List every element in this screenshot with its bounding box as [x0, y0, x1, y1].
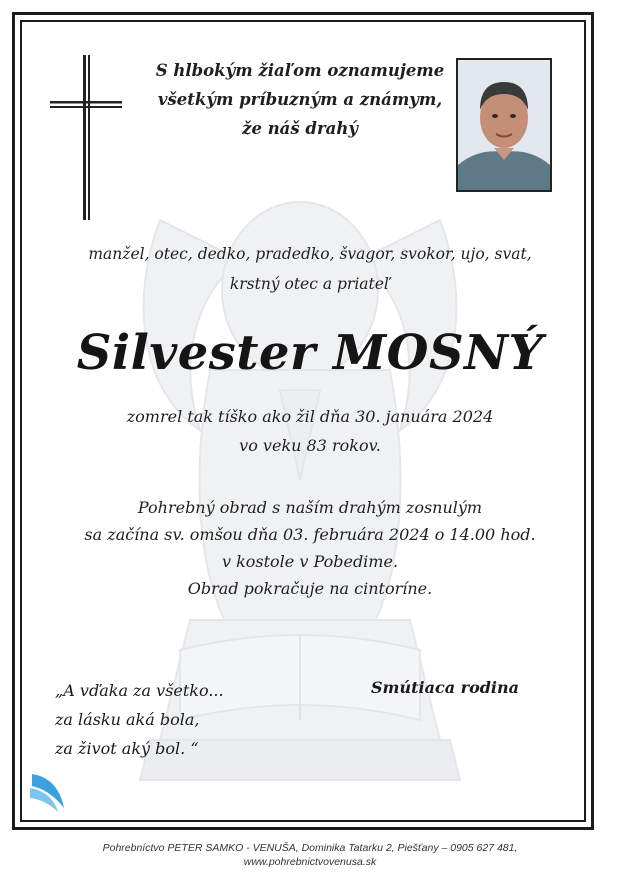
- intro-text: [110, 56, 490, 143]
- relations-line: krstný otec a priateľ: [229, 275, 391, 293]
- mourning-family-signature: Smútiaca rodina: [371, 678, 519, 697]
- funeral-info: [0, 494, 620, 602]
- deceased-name: Silvester MOSNÝ: [76, 325, 544, 381]
- intro-line: že náš drahý: [242, 119, 358, 138]
- venusa-logo-icon: [28, 768, 68, 814]
- quote-line: za život aký bol. “: [55, 739, 199, 758]
- funeral-line: Pohrebný obrad s naším drahým zosnulým: [137, 498, 483, 517]
- death-line: vo veku 83 rokov.: [239, 436, 381, 455]
- quote-line: „A vďaka za všetko...: [55, 681, 224, 700]
- relations-line: manžel, otec, dedko, pradedko, švagor, svokor, ujo, svat,: [88, 245, 532, 263]
- footer-website: www.pohrebnictvovenusa.sk: [243, 856, 377, 868]
- quote-line: za lásku aká bola,: [55, 710, 200, 729]
- death-line: zomrel tak tíško ako žil dňa 30. januára 2024: [126, 407, 494, 426]
- funeral-line: Obrad pokračuje na cintoríne.: [187, 579, 433, 598]
- death-info: [0, 402, 620, 460]
- intro-line: S hlbokým žiaľom oznamujeme: [155, 61, 445, 80]
- funeral-line: v kostole v Pobedime.: [221, 552, 399, 571]
- intro-line: všetkým príbuzným a známym,: [157, 90, 443, 109]
- funeral-line: sa začína sv. omšou dňa 03. februára 2024 o 14.00 hod.: [84, 525, 536, 544]
- farewell-quote: [55, 676, 275, 763]
- footer-company-info: Pohrebníctvo PETER SAMKO - VENUŠA, Dominika Tatarku 2, Piešťany – 0905 627 481,: [102, 842, 518, 854]
- relations-text: [0, 239, 620, 299]
